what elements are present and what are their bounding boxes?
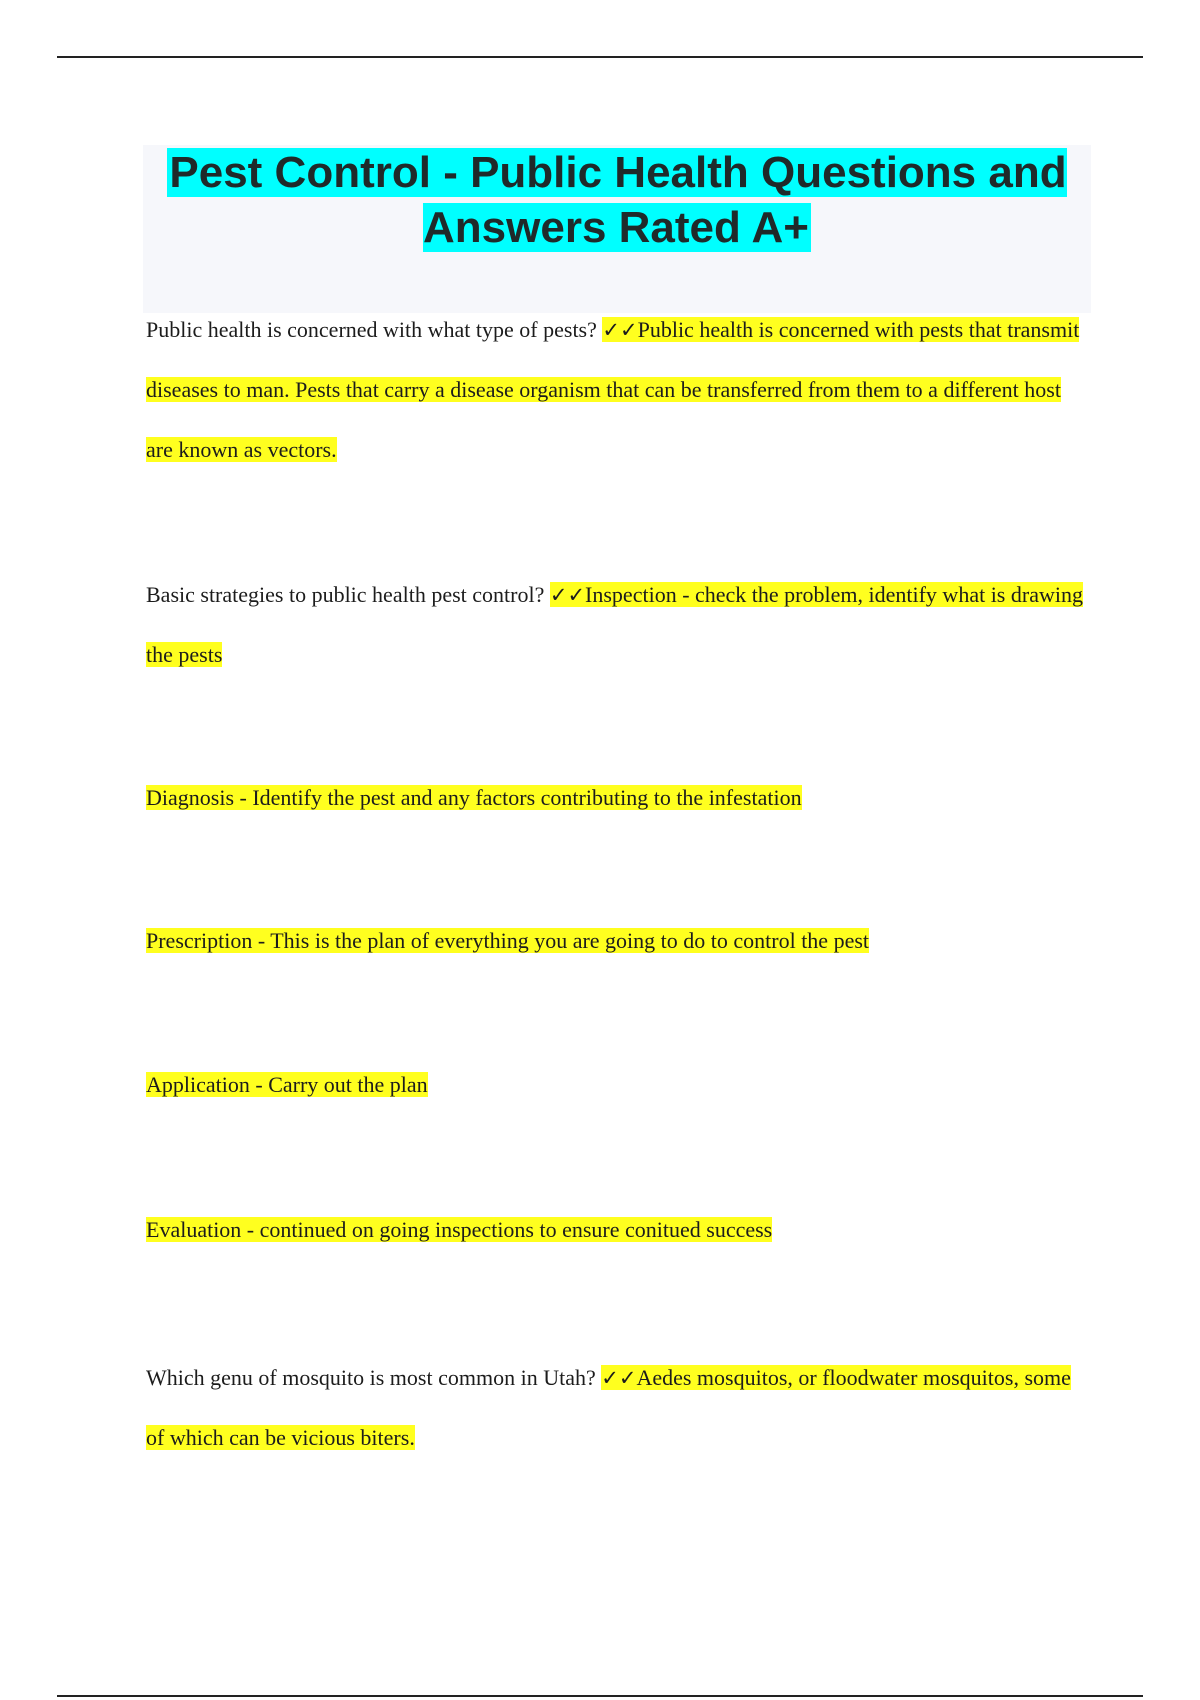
question-text: Basic strategies to public health pest control? (146, 582, 550, 607)
header-rule (57, 56, 1143, 58)
question-text: Public health is concerned with what type of pests? (146, 317, 603, 342)
answer-text: Public health is concerned with pests that transmit diseases to man. Pests that carry a disease organism that can be transferred from them to a different host are known as vectors. (146, 317, 1080, 462)
answer-text: Inspection - check the problem, identify what is drawing the pests (146, 582, 1083, 667)
strategy-line-prescription (146, 911, 1091, 971)
strategy-text: Prescription - This is the plan of everything you are going to do to control the pest (146, 928, 870, 953)
strategy-line-application (146, 1055, 1091, 1115)
answer-text: Aedes mosquitos, or floodwater mosquitos, some of which can be vicious biters. (146, 1365, 1071, 1450)
double-check-icon: ✓✓ (602, 318, 638, 342)
title-text: Pest Control - Public Health Questions and Answers Rated A+ (169, 148, 1067, 252)
qa-item-1 (146, 300, 1091, 480)
question-text: Which genu of mosquito is most common in Utah? (146, 1365, 602, 1390)
document-title (143, 145, 1091, 255)
strategy-text: Application - Carry out the plan (146, 1072, 428, 1097)
strategy-text: Diagnosis - Identify the pest and any factors contributing to the infestation (146, 785, 802, 810)
double-check-icon: ✓✓ (601, 1366, 637, 1390)
qa-item-3 (146, 1348, 1091, 1468)
strategy-line-diagnosis (146, 768, 1091, 828)
footer-rule (57, 1695, 1143, 1697)
qa-item-2 (146, 565, 1091, 685)
double-check-icon: ✓✓ (549, 583, 586, 607)
strategy-line-evaluation (146, 1200, 1091, 1260)
strategy-text: Evaluation - continued on going inspections to ensure conitued success (146, 1217, 773, 1242)
